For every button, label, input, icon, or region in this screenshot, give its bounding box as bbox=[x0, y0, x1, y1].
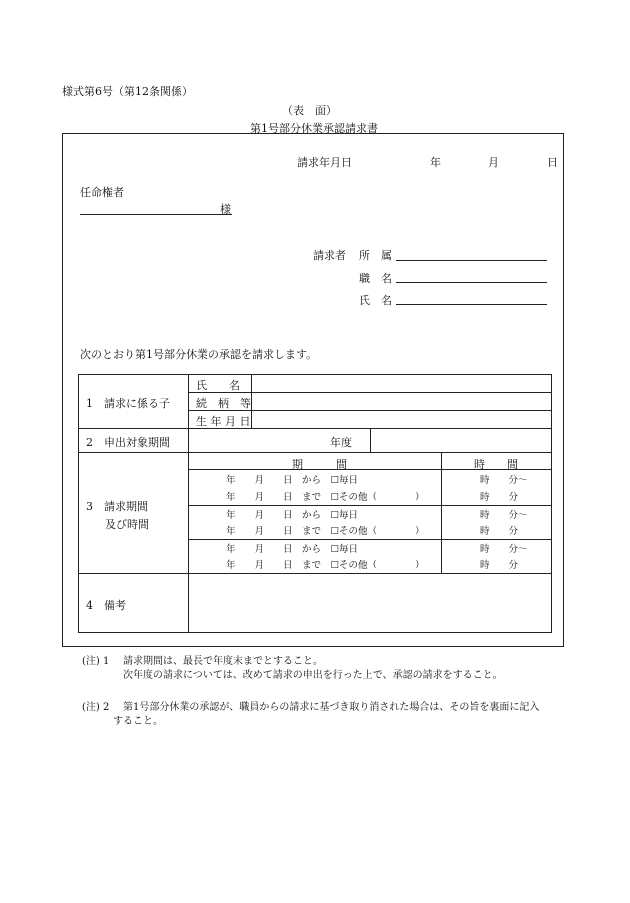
row-divider bbox=[188, 539, 552, 540]
target-period-field[interactable] bbox=[371, 429, 551, 452]
note-1-line-1: 請求期間は、最長で年度末までとすること。 bbox=[123, 656, 323, 667]
row4-label: 4 備考 bbox=[86, 599, 126, 612]
period-to[interactable]: 年 月 日 まで ☐その他（ ） bbox=[226, 526, 425, 537]
appointer-field[interactable] bbox=[80, 214, 232, 215]
name-label: 氏 名 bbox=[359, 294, 392, 307]
note-1-line-2: 次年度の請求については、改めて請求の申出を行った上で、承認の請求をすること。 bbox=[123, 670, 503, 681]
fiscal-year-label[interactable]: 年度 bbox=[330, 436, 352, 449]
time-header: 時 間 bbox=[474, 458, 518, 471]
note-2-line-2: すること。 bbox=[113, 716, 163, 727]
request-date-label: 請求年月日 bbox=[297, 156, 352, 169]
time-from[interactable]: 時 分～ bbox=[480, 475, 528, 486]
request-date-day[interactable]: 日 bbox=[547, 156, 558, 169]
row1-label: 1 請求に係る子 bbox=[86, 397, 170, 410]
child-birth-field[interactable] bbox=[252, 411, 551, 428]
period-from[interactable]: 年 月 日 から ☐毎日 bbox=[226, 510, 359, 521]
intro-text: 次のとおり第1号部分休業の承認を請求します。 bbox=[80, 348, 318, 361]
child-name-label: 氏 名 bbox=[196, 379, 240, 392]
time-to[interactable]: 時 分 bbox=[480, 526, 519, 537]
note-1-prefix: (注) 1 bbox=[82, 656, 110, 667]
appointer-label: 任命権者 bbox=[80, 186, 124, 199]
appointer-suffix: 様 bbox=[220, 203, 231, 216]
period-header: 期 間 bbox=[292, 458, 347, 471]
period-to[interactable]: 年 月 日 まで ☐その他（ ） bbox=[226, 492, 425, 503]
row-divider bbox=[78, 452, 552, 453]
period-to[interactable]: 年 月 日 まで ☐その他（ ） bbox=[226, 560, 425, 571]
requester-label: 請求者 bbox=[313, 249, 346, 262]
affiliation-label: 所 属 bbox=[359, 249, 392, 262]
child-birth-label: 生 年 月 日 bbox=[196, 415, 251, 428]
row-divider bbox=[188, 505, 552, 506]
col-divider bbox=[441, 452, 442, 573]
child-relation-label: 続 柄 等 bbox=[196, 397, 251, 410]
remarks-field[interactable] bbox=[189, 574, 551, 632]
row2-label: 2 申出対象期間 bbox=[86, 436, 170, 449]
request-date-year[interactable]: 年 bbox=[430, 156, 441, 169]
row3-label-line2: 及び時間 bbox=[105, 518, 149, 531]
position-field[interactable] bbox=[396, 282, 547, 283]
child-name-field[interactable] bbox=[252, 375, 551, 392]
time-to[interactable]: 時 分 bbox=[480, 492, 519, 503]
page-title: 第1号部分休業承認請求書 bbox=[250, 122, 378, 135]
note-2-prefix: (注) 2 bbox=[82, 702, 110, 713]
note-2-line-1: 第1号部分休業の承認が、職員からの請求に基づき取り消された場合は、その旨を裏面に記入 bbox=[123, 702, 540, 713]
request-date-month[interactable]: 月 bbox=[488, 156, 499, 169]
period-from[interactable]: 年 月 日 から ☐毎日 bbox=[226, 544, 359, 555]
period-from[interactable]: 年 月 日 から ☐毎日 bbox=[226, 475, 359, 486]
time-from[interactable]: 時 分～ bbox=[480, 510, 528, 521]
row3-label-line1: 3 請求期間 bbox=[86, 500, 148, 513]
position-label: 職 名 bbox=[359, 272, 392, 285]
child-relation-field[interactable] bbox=[252, 393, 551, 410]
side-label: （表 面） bbox=[282, 104, 337, 117]
time-from[interactable]: 時 分～ bbox=[480, 544, 528, 555]
time-to[interactable]: 時 分 bbox=[480, 560, 519, 571]
form-number: 様式第6号（第12条関係） bbox=[62, 85, 193, 98]
name-field[interactable] bbox=[396, 304, 547, 305]
affiliation-field[interactable] bbox=[396, 260, 547, 261]
